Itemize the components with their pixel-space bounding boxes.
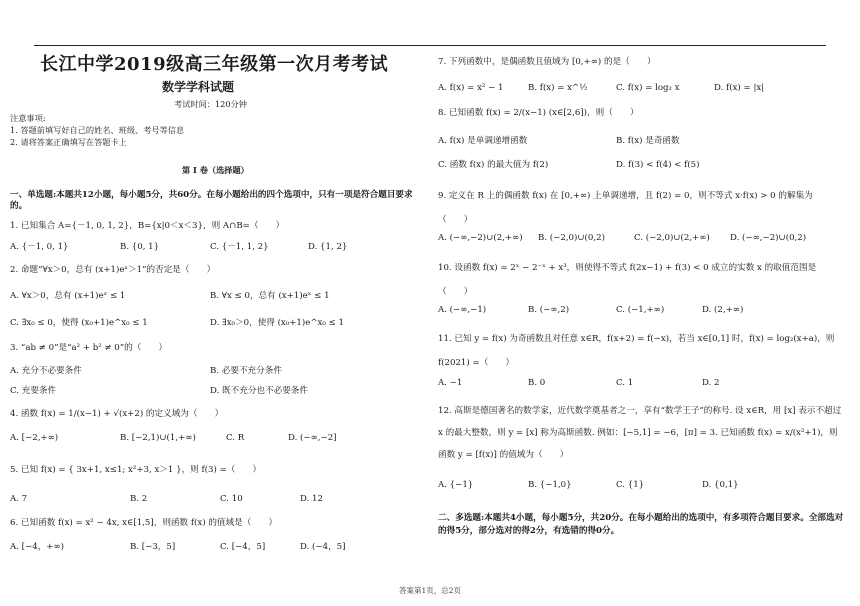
question-3-option-d: D. 既不充分也不必要条件 [210, 386, 308, 396]
question-12-option-c: C. {1} [616, 480, 645, 490]
section-1-label: 第 I 卷（选择题） [182, 165, 249, 175]
question-11-option-a: A. −1 [438, 378, 463, 388]
question-1-option-b: B. {0, 1} [120, 242, 160, 252]
question-2-stem: 2. 命题“∀x＞0，总有 (x+1)eˣ＞1”的否定是（ ） [10, 265, 216, 275]
question-7-option-b: B. f(x) = x^½ [528, 83, 588, 93]
question-6-option-b: B. [−3，5] [130, 542, 176, 552]
note-1: 1. 答题前填写好自己的姓名、班级、考号等信息 [10, 125, 185, 135]
question-2-option-d: D. ∃x₀＞0，使得 (x₀+1)e^x₀ ≤ 1 [210, 318, 344, 328]
question-9-option-a: A. (−∞,−2)∪(2,+∞) [438, 233, 523, 243]
question-5-option-c: C. 10 [220, 494, 243, 504]
note-2: 2. 请将答案正确填写在答题卡上 [10, 137, 127, 147]
question-6-stem: 6. 已知函数 f(x) = x² − 4x, x∈[1,5]，则函数 f(x) 的值域是（ ） [10, 518, 278, 528]
question-12-option-b: B. {−1,0} [528, 480, 572, 490]
question-9-stem: 9. 定义在 R 上的偶函数 f(x) 在 [0,+∞) 上单调递增，且 f(2) = 0，则不等式 x·f(x) > 0 的解集为（ ） [438, 191, 813, 225]
question-9-option-c: C. (−2,0)∪(2,+∞) [634, 233, 710, 243]
question-10-stem: 10. 设函数 f(x) = 2ˣ − 2⁻ˣ + x³，则使得不等式 f(2x−1) + f(3) < 0 成立的实数 x 的取值范围是（ ） [438, 263, 817, 297]
question-10-option-b: B. (−∞,2) [528, 305, 570, 315]
question-2-option-c: C. ∃x₀ ≤ 0，使得 (x₀+1)e^x₀ ≤ 1 [10, 318, 148, 328]
question-7-option-d: D. f(x) = |x| [714, 83, 765, 93]
exam-subtitle: 数学学科试题 [162, 80, 235, 94]
question-4-option-b: B. [−2,1)∪(1,+∞) [120, 433, 196, 443]
question-8-stem: 8. 已知函数 f(x) = 2/(x−1) (x∈[2,6])，则（ ） [438, 108, 639, 118]
question-11-stem: 11. 已知 y = f(x) 为奇函数且对任意 x∈R，f(x+2) = f(−x)，若当 x∈[0,1] 时，f(x) = log₂(x+a)，则 f(2021) =（ ） [438, 334, 835, 368]
question-10-option-a: A. (−∞,−1) [438, 305, 487, 315]
question-1-stem: 1. 已知集合 A={－1, 0, 1, 2}，B={x|0＜x＜3}，则 A∩B=（ ） [10, 221, 285, 231]
question-5-option-b: B. 2 [130, 494, 148, 504]
question-3-option-a: A. 充分不必要条件 [10, 366, 82, 376]
question-7-option-c: C. f(x) = log₂ x [616, 83, 680, 93]
section-1-heading: 一、单选题:本题共12小题，每小题5分，共60分。在每小题给出的四个选项中，只有一项是符合题目要求的。 [10, 190, 413, 211]
question-4-stem: 4. 函数 f(x) = 1/(x−1) + √(x+2) 的定义域为（ ） [10, 409, 224, 419]
question-8-option-a: A. f(x) 是单调递增函数 [438, 136, 528, 146]
question-7-option-a: A. f(x) = x² − 1 [438, 83, 504, 93]
question-6-option-d: D. (−4，5] [300, 542, 346, 552]
question-10-option-c: C. (−1,+∞) [616, 305, 665, 315]
question-3-option-c: C. 充要条件 [10, 386, 57, 396]
question-4-option-a: A. [−2,+∞) [10, 433, 59, 443]
question-1-option-a: A. {－1, 0, 1} [10, 242, 69, 252]
question-12-option-d: D. {0,1} [702, 480, 739, 490]
question-5-option-a: A. 7 [10, 494, 28, 504]
question-8-option-c: C. 函数 f(x) 的最大值为 f(2) [438, 160, 549, 170]
question-12-option-a: A. {−1} [438, 480, 474, 490]
question-6-option-a: A. [−4，+∞) [10, 542, 64, 552]
question-9-option-b: B. (−2,0)∪(0,2) [538, 233, 605, 243]
question-5-option-d: D. 12 [300, 494, 323, 504]
top-rule [34, 45, 826, 46]
question-3-option-b: B. 必要不充分条件 [210, 366, 282, 376]
page-footer: 答案第1页，总2页 [398, 586, 462, 595]
question-8-option-b: B. f(x) 是奇函数 [616, 136, 680, 146]
question-4-option-d: D. (−∞,−2] [288, 433, 337, 443]
question-8-option-d: D. f(3) < f(4) < f(5) [616, 160, 700, 170]
question-4-option-c: C. R [226, 433, 245, 443]
question-11-option-b: B. 0 [528, 378, 546, 388]
notes-heading: 注意事项: [10, 113, 46, 123]
question-2-option-a: A. ∀x＞0，总有 (x+1)eˣ ≤ 1 [10, 291, 126, 301]
question-9-option-d: D. (−∞,−2)∪(0,2) [730, 233, 807, 243]
section-2-heading: 二、多选题:本题共4小题，每小题5分，共20分。在每小题给出的选项中，有多项符合题目要求。全部选对的得5分，部分选对的得2分，有选错的得0分。 [438, 513, 844, 536]
exam-title: 长江中学2019级高三年级第一次月考考试 [40, 54, 389, 75]
question-12-stem: 12. 高斯是德国著名的数学家，近代数学奠基者之一，享有“数学王子”的称号. 设 x∈R，用 [x] 表示不超过 x 的最大整数，则 y = [x] 称为高斯函数. 例如：[−5,1] = −6，[π] = 3. 已知函数 f(x) = x/(x²+1)，则函数 y = [f(x)] 的值域为（ ） [438, 406, 842, 460]
question-10-option-d: D. (2,+∞) [702, 305, 744, 315]
question-7-stem: 7. 下列函数中，是偶函数且值域为 [0,+∞) 的是（ ） [438, 57, 656, 67]
question-6-option-c: C. [−4，5] [220, 542, 266, 552]
question-11-option-c: C. 1 [616, 378, 634, 388]
question-3-stem: 3. “ab ≠ 0”是“a² + b² ≠ 0”的（ ） [10, 343, 168, 353]
question-11-option-d: D. 2 [702, 378, 720, 388]
question-5-stem: 5. 已知 f(x) = { 3x+1, x≤1; x²+3, x＞1 }，则 f(3) =（ ） [10, 465, 262, 475]
question-1-option-c: C. {－1, 1, 2} [210, 242, 269, 252]
exam-time: 考试时间：120分钟 [174, 99, 247, 109]
question-2-option-b: B. ∀x ≤ 0，总有 (x+1)eˣ ≤ 1 [210, 291, 330, 301]
question-1-option-d: D. {1, 2} [308, 242, 348, 252]
